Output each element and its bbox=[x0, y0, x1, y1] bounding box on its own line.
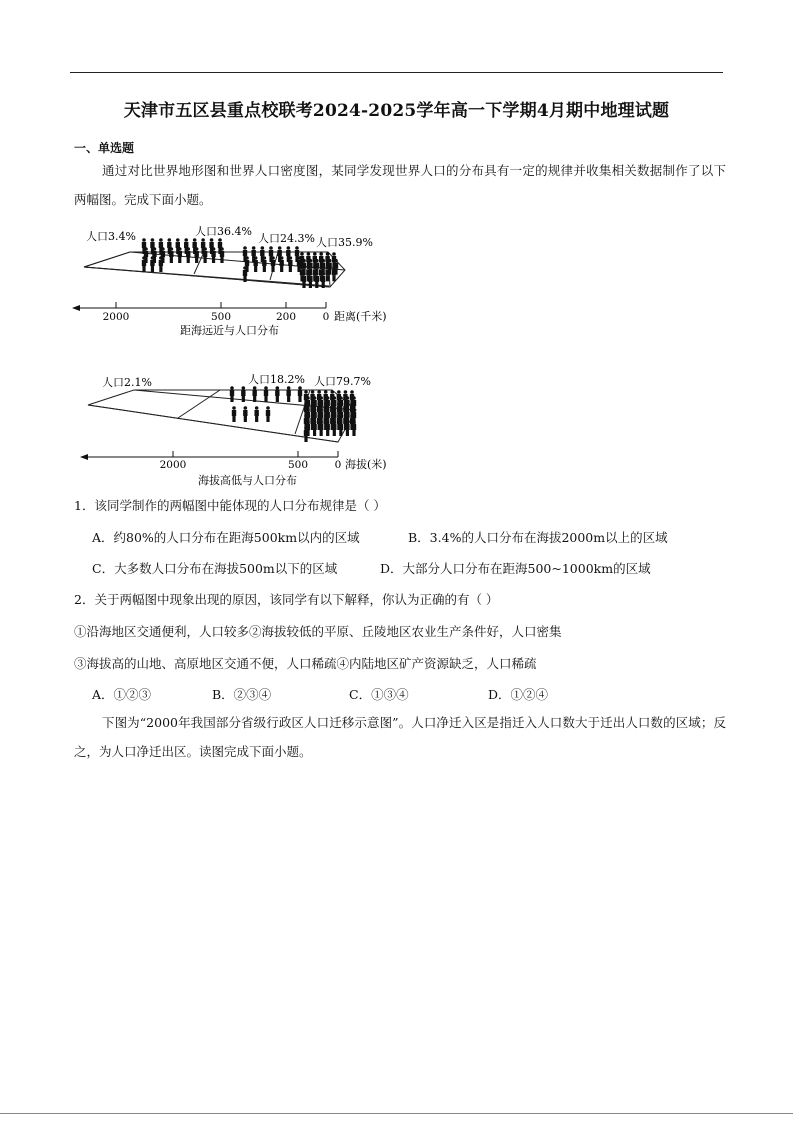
figure-2-person bbox=[345, 420, 349, 436]
figure-2-tick-2000: 2000 bbox=[159, 459, 187, 471]
figure-2-person bbox=[312, 420, 316, 436]
figure-1-tick-200: 200 bbox=[275, 311, 297, 323]
question-1-option-c: C．大多数人口分布在海拔500m以下的区域 bbox=[92, 561, 338, 576]
figure-1-person bbox=[186, 247, 190, 263]
figure-1-person bbox=[211, 247, 215, 263]
figure-1-person bbox=[262, 256, 266, 272]
top-rule bbox=[70, 72, 723, 73]
figure-2-label-1: 人口2.1% bbox=[102, 376, 152, 389]
figure-1-label-2: 人口36.4% bbox=[195, 225, 252, 238]
figure-1-person bbox=[302, 272, 306, 288]
question-2-option-c: C．①③④ bbox=[349, 687, 409, 702]
question-2-option-d: D．①②④ bbox=[488, 687, 549, 702]
figure-1-person bbox=[271, 256, 275, 272]
figure-1-person bbox=[325, 266, 329, 282]
figure-2-person bbox=[243, 406, 247, 422]
figure-2-person bbox=[264, 386, 268, 402]
figure-2-people bbox=[230, 386, 356, 442]
figure-2-person bbox=[352, 420, 356, 436]
figure-1-person bbox=[332, 266, 336, 282]
bottom-rule bbox=[0, 1113, 793, 1114]
figure-2-person bbox=[339, 420, 343, 436]
figure-2-person bbox=[252, 386, 256, 402]
figure-2-person bbox=[286, 386, 290, 402]
figure-1-axis-label: 距离(千米) bbox=[334, 310, 387, 323]
figure-1-tick-2000: 2000 bbox=[102, 311, 130, 323]
intro-paragraph-2: 下图为“2000年我国部分省级行政区人口迁移示意图”。人口净迁入区是指迁入人口数大于迁出人口数的区域；反之，为人口净迁出区。读图完成下面小题。 bbox=[74, 715, 726, 759]
figure-2-tick-0: 0 bbox=[334, 459, 342, 471]
question-2-statement-1: ①沿海地区交通便利，人口较多②海拔较低的平原、丘陵地区农业生产条件好，人口密集 bbox=[74, 624, 562, 639]
figure-1-person bbox=[150, 256, 154, 272]
figure-1-person bbox=[220, 247, 224, 263]
question-2-stem: 2．关于两幅图中现象出现的原因，该同学有以下解释，你认为正确的有（ ） bbox=[74, 592, 499, 607]
figure-2-person bbox=[332, 420, 336, 436]
figure-1-people bbox=[142, 238, 338, 288]
intro-paragraph-1: 通过对比世界地形图和世界人口密度图，某同学发现世界人口的分布具有一定的规律并收集相关数据制作了以下两幅图。完成下面小题。 bbox=[74, 163, 726, 207]
question-2-option-b: B．②③④ bbox=[212, 687, 272, 702]
figure-1-tick-500: 500 bbox=[210, 311, 232, 323]
figure-1-person bbox=[279, 256, 283, 272]
question-1-option-a: A．约80%的人口分布在距海500km以内的区域 bbox=[92, 530, 360, 545]
figure-altitude-population bbox=[70, 370, 410, 490]
question-1-stem: 1．该同学制作的两幅图中能体现的人口分布规律是（ ） bbox=[74, 498, 386, 513]
figure-2-person bbox=[254, 406, 258, 422]
question-1-option-b: B．3.4%的人口分布在海拔2000m以上的区域 bbox=[408, 530, 668, 545]
figure-2-label-2: 人口18.2% bbox=[248, 373, 305, 386]
figure-2-person bbox=[230, 386, 234, 402]
figure-1-person bbox=[194, 247, 198, 263]
figure-1-person bbox=[253, 256, 257, 272]
figure-1-person bbox=[321, 272, 325, 288]
figure-2-person bbox=[326, 420, 330, 436]
figure-2-axis-label: 海拔(米) bbox=[345, 458, 387, 471]
figure-1-label-3: 人口24.3% bbox=[258, 232, 315, 245]
figure-2-person bbox=[241, 386, 245, 402]
figure-distance-population bbox=[70, 222, 410, 340]
figure-1-axis bbox=[72, 302, 326, 311]
page-title: 天津市五区县重点校联考2024-2025学年高一下学期4月期中地理试题 bbox=[123, 101, 670, 121]
figure-1-label-4: 人口35.9% bbox=[316, 236, 373, 249]
figure-1-person bbox=[288, 256, 292, 272]
figure-1-person bbox=[142, 256, 146, 272]
question-1-option-d: D．大部分人口分布在距海500~1000km的区域 bbox=[380, 561, 651, 576]
figure-2-tick-500: 500 bbox=[287, 459, 309, 471]
figure-1-person bbox=[315, 272, 319, 288]
question-2-statement-2: ③海拔高的山地、高原地区交通不便，人口稀疏④内陆地区矿产资源缺乏，人口稀疏 bbox=[74, 656, 537, 671]
figure-1-label-1: 人口3.4% bbox=[86, 230, 136, 243]
figure-1-person bbox=[243, 266, 247, 282]
figure-2-person bbox=[304, 426, 308, 442]
section-title: 一、单选题 bbox=[74, 141, 135, 155]
figure-1-person bbox=[178, 247, 182, 263]
figure-2-person bbox=[275, 386, 279, 402]
figure-1-tick-0: 0 bbox=[322, 311, 330, 323]
figure-2-person bbox=[266, 406, 270, 422]
figure-2-person bbox=[319, 420, 323, 436]
figure-2-person bbox=[298, 386, 302, 402]
figure-2-label-3: 人口79.7% bbox=[314, 375, 371, 388]
figure-2-caption: 海拔高低与人口分布 bbox=[198, 474, 297, 487]
figure-1-person bbox=[169, 247, 173, 263]
figure-1-person bbox=[308, 272, 312, 288]
figure-2-person bbox=[232, 406, 236, 422]
figure-1-caption: 距海远近与人口分布 bbox=[180, 324, 279, 337]
figure-1-person bbox=[203, 247, 207, 263]
question-2-option-a: A．①②③ bbox=[92, 687, 152, 702]
figure-1-person bbox=[159, 256, 163, 272]
